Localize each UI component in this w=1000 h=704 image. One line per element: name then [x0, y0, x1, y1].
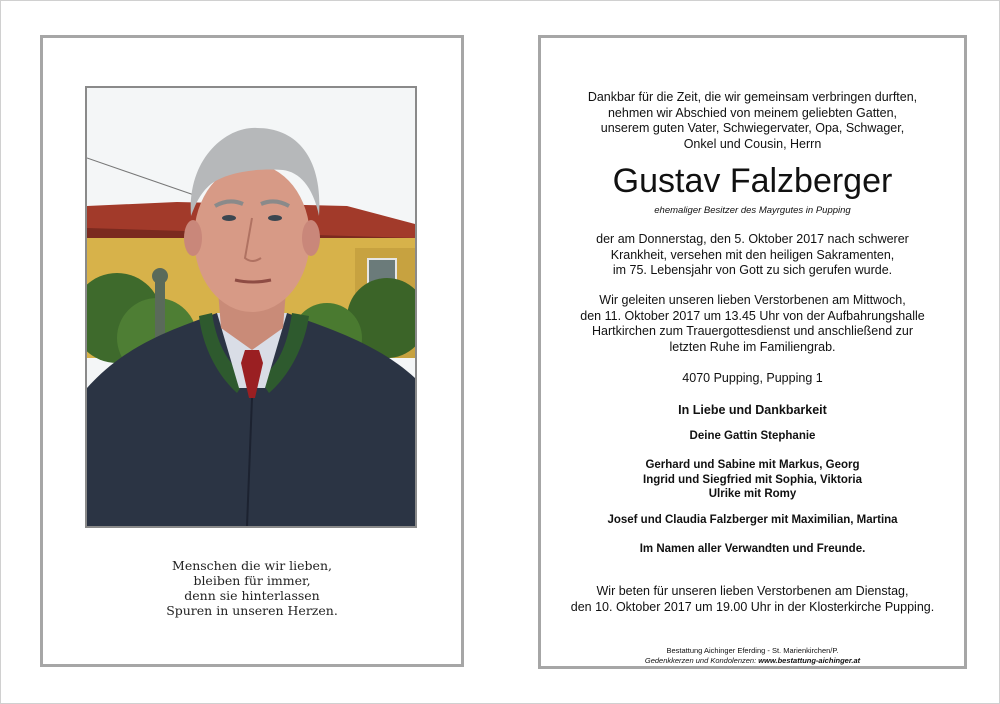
love-heading: In Liebe und Dankbarkeit: [678, 403, 827, 417]
death-line: der am Donnerstag, den 5. Oktober 2017 nach schwerer: [596, 232, 909, 246]
left-card: [40, 35, 464, 667]
children-lines: [541, 458, 964, 502]
funeral-line: den 11. Oktober 2017 um 13.45 Uhr von der Aufbahrungshalle: [580, 308, 925, 323]
portrait-photo: [85, 86, 417, 528]
children-line: Ingrid und Siegfried mit Sophia, Viktoria: [643, 473, 862, 486]
funeral-line: letzten Ruhe im Familiengrab.: [669, 339, 836, 354]
verse-line: Menschen die wir lieben,: [172, 558, 332, 573]
verse-line: bleiben für immer,: [193, 573, 311, 588]
deceased-name: Gustav Falzberger: [612, 162, 893, 200]
intro-text: [541, 90, 964, 152]
funeral-line: Hartkirchen zum Trauergottesdienst und anschließend zur: [592, 324, 913, 338]
death-line: Krankheit, versehen mit den heiligen Sakramenten,: [610, 247, 895, 262]
footer-line1: Bestattung Aichinger Eferding - St. Marienkirchen/P.: [666, 646, 839, 655]
children-line: Gerhard und Sabine mit Markus, Georg: [645, 459, 860, 471]
footer-url[interactable]: www.bestattung-aichinger.at: [758, 656, 861, 665]
death-line: im 75. Lebensjahr von Gott zu sich gerufen wurde.: [612, 263, 893, 277]
josef-line: Josef und Claudia Falzberger mit Maximilian, Martina: [607, 514, 898, 526]
prayer-line: den 10. Oktober 2017 um 19.00 Uhr in der Klosterkirche Pupping.: [570, 599, 935, 614]
children-line: Ulrike mit Romy: [708, 488, 797, 500]
verse-line: denn sie hinterlassen: [184, 588, 320, 603]
intro-line: nehmen wir Abschied von meinem geliebten Gatten,: [607, 105, 898, 120]
verse-line: Spuren in unseren Herzen.: [166, 603, 338, 618]
prayer-notice: [541, 584, 964, 615]
address: 4070 Pupping, Pupping 1: [682, 371, 823, 385]
right-card: [538, 35, 967, 669]
footer-label: Gedenkkerzen und Kondolenzen:: [644, 656, 757, 665]
deceased-subtitle: ehemaliger Besitzer des Mayrgutes in Pupping: [654, 205, 851, 216]
funeral-line: Wir geleiten unseren lieben Verstorbenen am Mittwoch,: [599, 293, 906, 307]
intro-line: Onkel und Cousin, Herrn: [683, 136, 822, 151]
funeral-notice: [541, 293, 964, 355]
funeral-home-footer: [541, 646, 964, 666]
intro-line: Dankbar für die Zeit, die wir gemeinsam verbringen durften,: [587, 90, 918, 104]
memorial-verse: [43, 558, 461, 618]
intro-line: unserem guten Vater, Schwiegervater, Opa, Schwager,: [600, 121, 905, 135]
prayer-line: Wir beten für unseren lieben Verstorbenen am Dienstag,: [596, 584, 909, 598]
relatives-line: Im Namen aller Verwandten und Freunde.: [639, 543, 866, 555]
wife-line: Deine Gattin Stephanie: [689, 430, 816, 442]
death-notice: [541, 232, 964, 279]
